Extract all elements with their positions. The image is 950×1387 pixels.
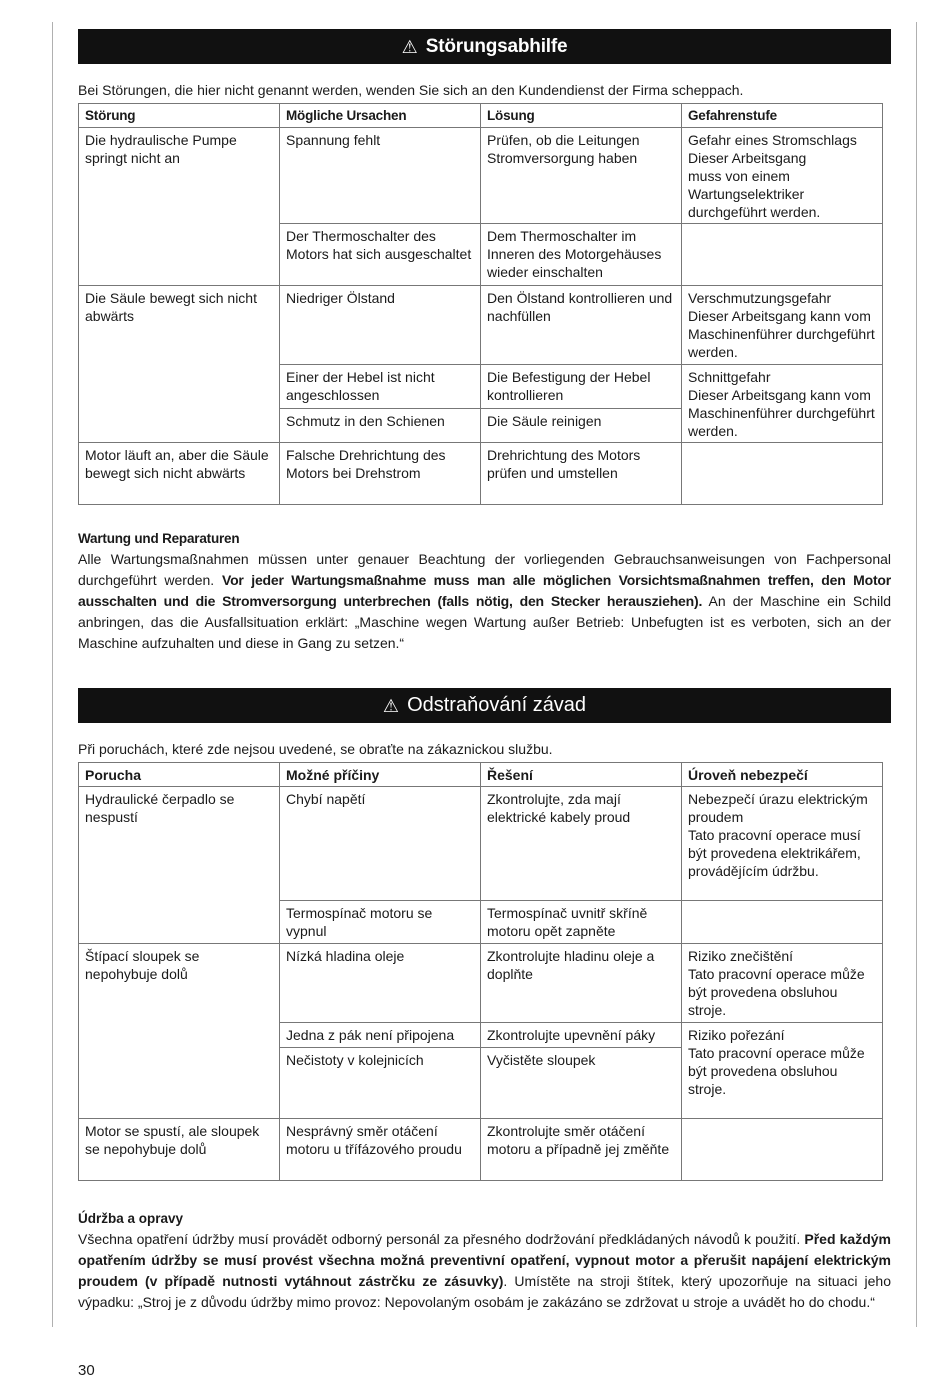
cause-cell: Chybí napětí bbox=[280, 787, 481, 901]
table-row bbox=[79, 286, 883, 365]
header-cell: Störung bbox=[79, 104, 280, 128]
problem-cell: Štípací sloupek se nepohybuje dolů bbox=[79, 944, 280, 1023]
cause-cell: Schmutz in den Schienen bbox=[280, 408, 481, 442]
warning-triangle-icon: ⚠ bbox=[382, 695, 400, 716]
header-cell: Řešení bbox=[481, 763, 682, 787]
solution-cell: Dem Thermoschalter im Inneren des Motorgehäuses wieder einschalten bbox=[481, 224, 682, 286]
header-cell: Gefahrenstufe bbox=[682, 104, 883, 128]
page-number: 30 bbox=[78, 1362, 95, 1379]
cause-cell: Nízká hladina oleje bbox=[280, 944, 481, 1023]
table-header-row bbox=[79, 104, 883, 128]
danger-cell: Riziko pořezání Tato pracovní operace může být provedena obsluhou stroje. bbox=[682, 1023, 883, 1119]
table-row bbox=[79, 1119, 883, 1181]
cause-cell: Der Thermoschalter des Motors hat sich ausgeschaltet bbox=[280, 224, 481, 286]
solution-cell: Zkontrolujte hladinu oleje a doplňte bbox=[481, 944, 682, 1023]
problem-cell bbox=[79, 901, 280, 944]
warning-triangle-icon: ⚠ bbox=[401, 36, 418, 57]
header-cell: Mögliche Ursachen bbox=[280, 104, 481, 128]
de-title: Störungsabhilfe bbox=[425, 35, 568, 57]
cause-cell: Jedna z pák není připojena bbox=[280, 1023, 481, 1048]
header-cell: Úroveň nebezpečí bbox=[682, 763, 883, 787]
table-row bbox=[79, 443, 883, 505]
table-row bbox=[79, 1023, 883, 1048]
table-header-row bbox=[79, 763, 883, 787]
cause-cell: Nesprávný směr otáčení motoru u třífázového proudu bbox=[280, 1119, 481, 1181]
problem-cell bbox=[79, 365, 280, 409]
header-cell: Porucha bbox=[79, 763, 280, 787]
table-row bbox=[79, 787, 883, 901]
danger-cell bbox=[682, 224, 883, 286]
cause-cell: Termospínač motoru se vypnul bbox=[280, 901, 481, 944]
problem-cell: Motor läuft an, aber die Säule bewegt sich nicht abwärts bbox=[79, 443, 280, 505]
cause-cell: Falsche Drehrichtung des Motors bei Drehstrom bbox=[280, 443, 481, 505]
solution-cell: Die Befestigung der Hebel kontrollieren bbox=[481, 365, 682, 409]
danger-cell: Riziko znečištění Tato pracovní operace může být provedena obsluhou stroje. bbox=[682, 944, 883, 1023]
solution-cell: Zkontrolujte upevnění páky bbox=[481, 1023, 682, 1048]
cz-troubleshooting-table bbox=[78, 762, 883, 1181]
table-row bbox=[79, 224, 883, 286]
cz-intro: Při poruchách, které zde nejsou uvedené, se obraťte na zákaznickou službu. bbox=[78, 741, 553, 757]
cause-cell: Spannung fehlt bbox=[280, 128, 481, 224]
de-troubleshooting-table bbox=[78, 103, 883, 505]
problem-cell: Die hydraulische Pumpe springt nicht an bbox=[79, 128, 280, 224]
problem-cell bbox=[79, 224, 280, 286]
cause-cell: Niedriger Ölstand bbox=[280, 286, 481, 365]
problem-cell: Hydraulické čerpadlo se nespustí bbox=[79, 787, 280, 901]
solution-cell: Prüfen, ob die Leitungen Stromversorgung haben bbox=[481, 128, 682, 224]
danger-cell: Schnittgefahr Dieser Arbeitsgang kann vom Maschinenführer durchgeführt werden. bbox=[682, 365, 883, 443]
de-intro: Bei Störungen, die hier nicht genannt werden, wenden Sie sich an den Kundendienst der Firma scheppach. bbox=[78, 82, 744, 98]
danger-cell bbox=[682, 901, 883, 944]
table-row bbox=[79, 128, 883, 224]
problem-cell: Motor se spustí, ale sloupek se nepohybuje dolů bbox=[79, 1119, 280, 1181]
cz-maintenance-warning: Před každým opatřením údržby se musí provést všechna možná preventivní opatření, vypnout motor a přerušit napájení elektrickým proudem (v případě nutnosti vytáhnout zástrčku ze zásuvky) bbox=[78, 1231, 892, 1289]
de-maintenance-heading: Wartung und Reparaturen bbox=[78, 531, 240, 546]
cz-maintenance-text: Všechna opatření údržby musí provádět odborný personál za přesného dodržování předkládaných návodů k použití. bbox=[78, 1231, 801, 1247]
solution-cell: Die Säule reinigen bbox=[481, 408, 682, 442]
cz-title: Odstraňování závad bbox=[407, 694, 587, 716]
problem-cell bbox=[79, 408, 280, 442]
problem-cell: Die Säule bewegt sich nicht abwärts bbox=[79, 286, 280, 365]
problem-cell bbox=[79, 1023, 280, 1048]
table-row bbox=[79, 365, 883, 409]
solution-cell: Zkontrolujte, zda mají elektrické kabely proud bbox=[481, 787, 682, 901]
solution-cell: Den Ölstand kontrollieren und nachfüllen bbox=[481, 286, 682, 365]
left-margin-line bbox=[52, 22, 53, 1327]
cz-maintenance-heading: Údržba a opravy bbox=[78, 1211, 184, 1226]
cause-cell: Nečistoty v kolejnicích bbox=[280, 1048, 481, 1119]
solution-cell: Drehrichtung des Motors prüfen und umstellen bbox=[481, 443, 682, 505]
header-cell: Možné příčiny bbox=[280, 763, 481, 787]
cz-maintenance-section bbox=[78, 1208, 891, 1313]
danger-cell: Nebezpečí úrazu elektrickým proudem Tato pracovní operace musí být provedena elektrikářem, provádějícím údržbu. bbox=[682, 787, 883, 901]
de-maintenance-section bbox=[78, 528, 891, 654]
right-margin-line bbox=[916, 22, 917, 1327]
danger-cell bbox=[682, 443, 883, 505]
de-title-banner bbox=[78, 29, 891, 64]
cz-maintenance-text-2: . Umístěte na stroji štítek, který upozorňuje na situaci jeho výpadku: „Stroj je z důvodu údržby mimo provoz: Nepovolaným osobám je zakázáno se zdržovat u stroje a uvádět ho do chodu.“ bbox=[78, 1273, 891, 1310]
cz-title-banner bbox=[78, 688, 891, 723]
solution-cell: Vyčistěte sloupek bbox=[481, 1048, 682, 1119]
danger-cell: Gefahr eines Stromschlags Dieser Arbeitsgang muss von einem Wartungselektriker durchgeführt werden. bbox=[682, 128, 883, 224]
de-maintenance-warning: Vor jeder Wartungsmaßnahme muss man alle möglichen Vorsichtsmaßnahmen treffen, den Motor ausschalten und die Stromversorgung unterbrechen (falls nötig, den Stecker herausziehen). bbox=[78, 572, 892, 609]
de-maintenance-text: Alle Wartungsmaßnahmen müssen unter genauer Beachtung der vorliegenden Gebrauchsanweisungen von Fachpersonal durchgeführt werden. bbox=[78, 551, 891, 588]
problem-cell bbox=[79, 1048, 280, 1119]
solution-cell: Termospínač uvnitř skříně motoru opět zapněte bbox=[481, 901, 682, 944]
table-row bbox=[79, 944, 883, 1023]
cause-cell: Einer der Hebel ist nicht angeschlossen bbox=[280, 365, 481, 409]
solution-cell: Zkontrolujte směr otáčení motoru a případně jej změňte bbox=[481, 1119, 682, 1181]
de-maintenance-text-2: An der Maschine ein Schild anbringen, das die Ausfallsituation erklärt: „Maschine wegen Wartung außer Betrieb: Unbefugten ist es verboten, sich an der Maschine aufzuhalten und diese in Gang zu setzen.“ bbox=[78, 593, 891, 651]
header-cell: Lösung bbox=[481, 104, 682, 128]
danger-cell: Verschmutzungsgefahr Dieser Arbeitsgang kann vom Maschinenführer durchgeführt werden. bbox=[682, 286, 883, 365]
danger-cell bbox=[682, 1119, 883, 1181]
table-row bbox=[79, 901, 883, 944]
